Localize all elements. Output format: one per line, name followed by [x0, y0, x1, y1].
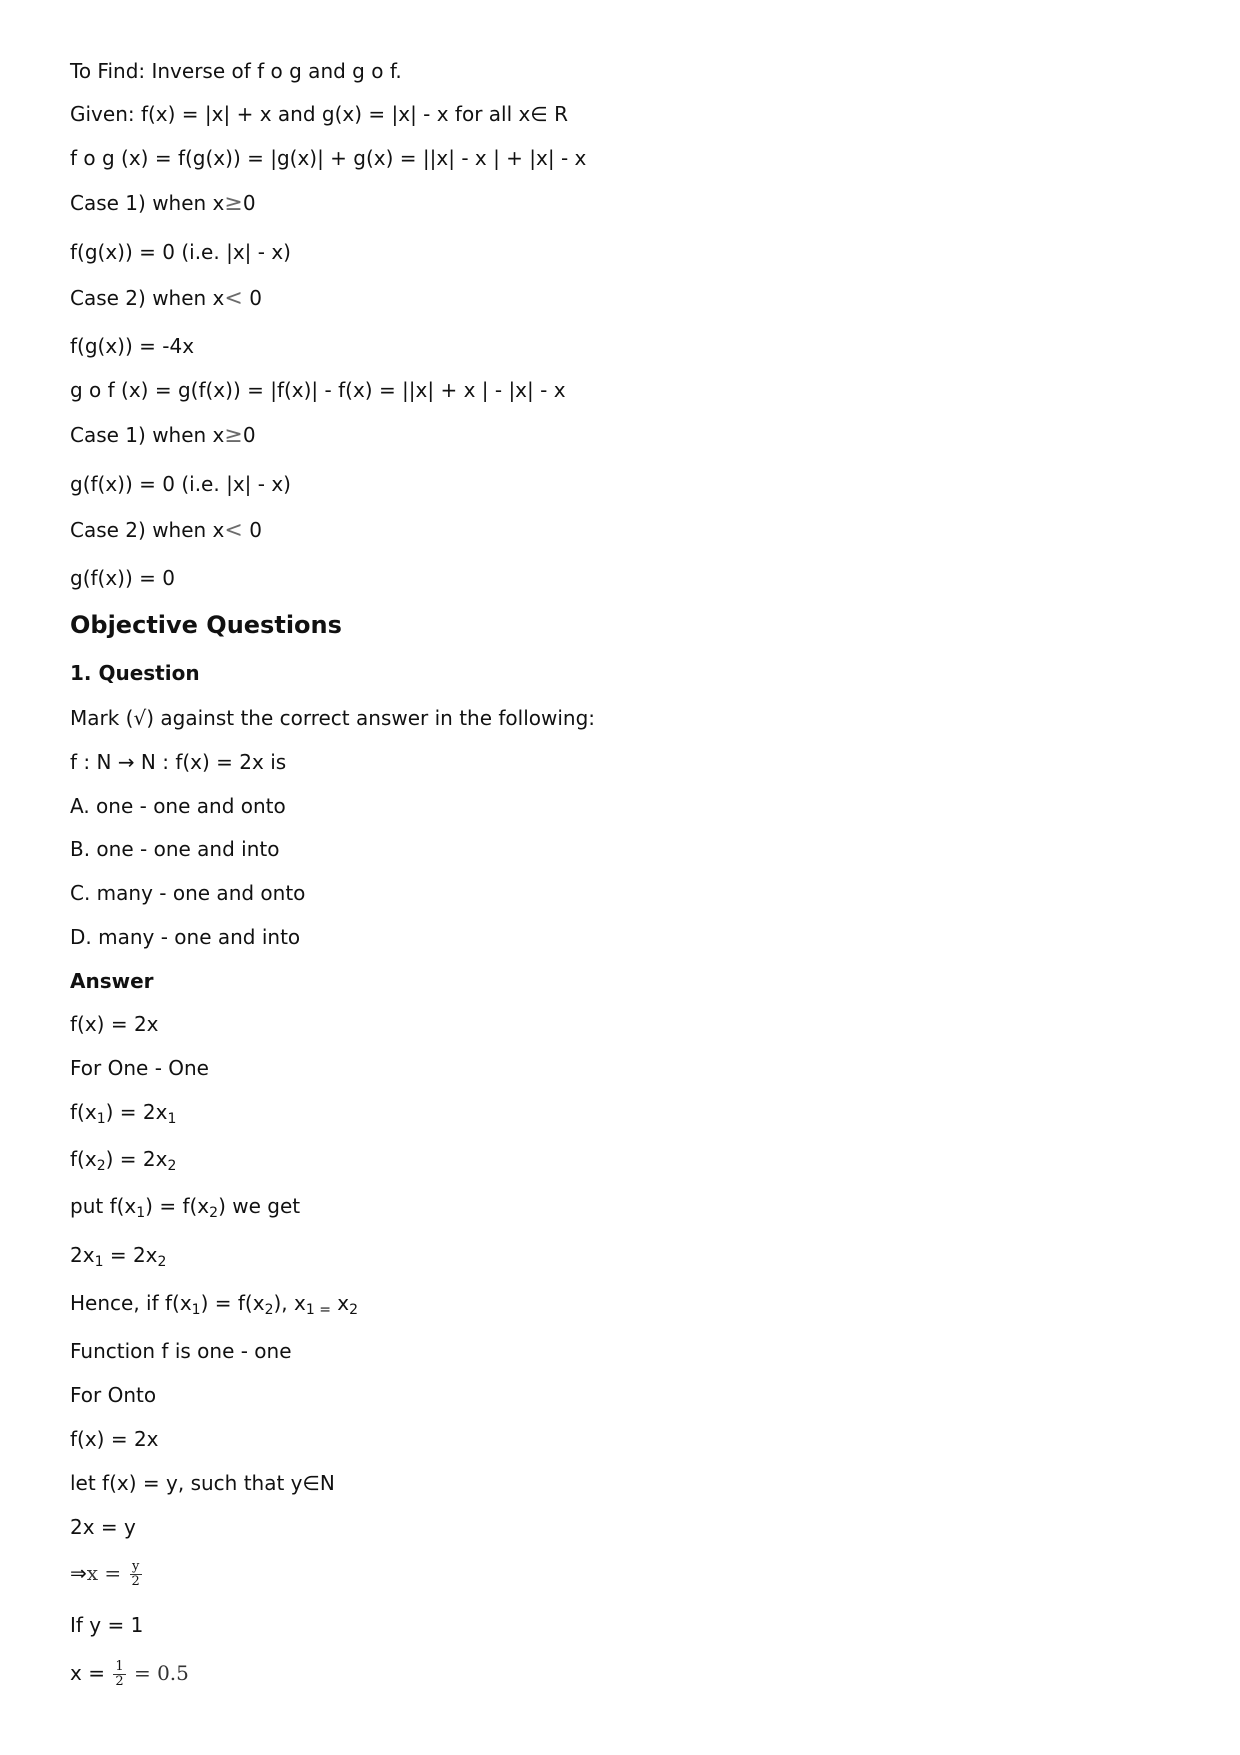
fraction: [130, 1560, 142, 1589]
text-line: [70, 517, 262, 544]
text-fragment: f(x: [70, 1100, 97, 1124]
text-line: let f(x) = y, such that y∈N: [70, 1471, 335, 1495]
text-fragment: ) = f(x: [145, 1194, 210, 1218]
subscript: 2: [209, 1205, 219, 1221]
text-line: For One - One: [70, 1056, 209, 1080]
text-line: f(g(x)) = 0 (i.e. |x| - x): [70, 240, 291, 264]
text-line: [70, 1146, 176, 1172]
text-fragment: Case 1) when x: [70, 191, 225, 215]
text-line: Given: f(x) = |x| + x and g(x) = |x| - x for all x∈ R: [70, 102, 569, 126]
text-line: For Onto: [70, 1383, 157, 1407]
text-fragment: ) we get: [218, 1194, 301, 1218]
text-fragment: ) = f(x: [200, 1291, 265, 1315]
subscript: 2: [96, 1158, 106, 1174]
implies-arrow: ⇒: [70, 1561, 87, 1585]
subscript: 2: [167, 1158, 177, 1174]
option-a: A. one - one and onto: [70, 794, 286, 818]
text-line: [70, 190, 256, 217]
fraction-numerator: y: [131, 1559, 140, 1574]
text-line: Function f is one - one: [70, 1339, 292, 1363]
text-fragment: put f(x: [70, 1194, 137, 1218]
text-fragment: ) = 2x: [105, 1147, 168, 1171]
subscript: 1: [167, 1111, 177, 1127]
text-fragment: 0: [242, 423, 256, 447]
equation-line: [70, 1660, 189, 1689]
subscript: 2: [264, 1302, 274, 1318]
text-line: g o f (x) = g(f(x)) = |f(x)| - f(x) = ||x| + x | - |x| - x: [70, 378, 566, 402]
math-symbol: ≥: [224, 191, 243, 216]
answer-label: Answer: [70, 969, 154, 993]
option-c: C. many - one and onto: [70, 881, 306, 905]
subscript: 1: [96, 1111, 106, 1127]
text-line: [70, 422, 256, 449]
text-line: g(f(x)) = 0 (i.e. |x| - x): [70, 472, 291, 496]
text-fragment: Hence, if f(x: [70, 1291, 192, 1315]
text-fragment: x =: [70, 1661, 112, 1685]
text-fragment: = 2x: [103, 1243, 158, 1267]
subscript: 1 =: [305, 1302, 331, 1318]
math-variable: x: [86, 1561, 99, 1585]
text-line: g(f(x)) = 0: [70, 566, 175, 590]
text-fragment: 0: [242, 286, 262, 310]
math-symbol: <: [224, 518, 243, 543]
text-fragment: Case 2) when x: [70, 286, 225, 310]
math-operator: =: [127, 1661, 158, 1685]
text-fragment: 2x: [70, 1243, 95, 1267]
math-symbol: <: [224, 286, 243, 311]
fraction-numerator: 1: [115, 1659, 124, 1674]
fraction-denominator: 2: [115, 1674, 124, 1689]
option-b: B. one - one and into: [70, 837, 280, 861]
text-fragment: Case 2) when x: [70, 518, 225, 542]
text-fragment: 0: [242, 518, 262, 542]
text-line: 2x = y: [70, 1515, 136, 1539]
text-line: [70, 285, 262, 312]
text-fragment: f(x: [70, 1147, 97, 1171]
fraction: [113, 1660, 125, 1689]
text-line: To Find: Inverse of f o g and g o f.: [70, 59, 402, 83]
fraction-denominator: 2: [131, 1574, 140, 1589]
text-line: f o g (x) = f(g(x)) = |g(x)| + g(x) = ||x| - x | + |x| - x: [70, 146, 587, 170]
text-line: f(x) = 2x: [70, 1012, 159, 1036]
text-line: [70, 1193, 300, 1219]
text-line: f(x) = 2x: [70, 1427, 159, 1451]
section-heading: Objective Questions: [70, 611, 342, 639]
equation-line: [70, 1560, 144, 1589]
text-fragment: Case 1) when x: [70, 423, 225, 447]
text-fragment: ) = 2x: [105, 1100, 168, 1124]
text-fragment: x: [330, 1291, 350, 1315]
text-fragment: 0: [242, 191, 256, 215]
text-line: If y = 1: [70, 1613, 144, 1637]
text-line: f(g(x)) = -4x: [70, 334, 195, 358]
option-d: D. many - one and into: [70, 925, 301, 949]
math-value: 0.5: [157, 1661, 189, 1685]
text-line: [70, 1242, 166, 1268]
subscript: 1: [191, 1302, 201, 1318]
subscript: 1: [94, 1254, 104, 1270]
question-stem: f : N → N : f(x) = 2x is: [70, 750, 287, 774]
question-instruction: Mark (√) against the correct answer in the following:: [70, 706, 596, 730]
text-line: [70, 1099, 176, 1125]
question-title: 1. Question: [70, 661, 200, 685]
subscript: 2: [157, 1254, 167, 1270]
math-symbol: ≥: [224, 423, 243, 448]
text-line: [70, 1290, 358, 1316]
subscript: 1: [136, 1205, 146, 1221]
text-fragment: ), x: [273, 1291, 306, 1315]
subscript: 2: [349, 1302, 359, 1318]
math-operator: =: [98, 1561, 128, 1585]
